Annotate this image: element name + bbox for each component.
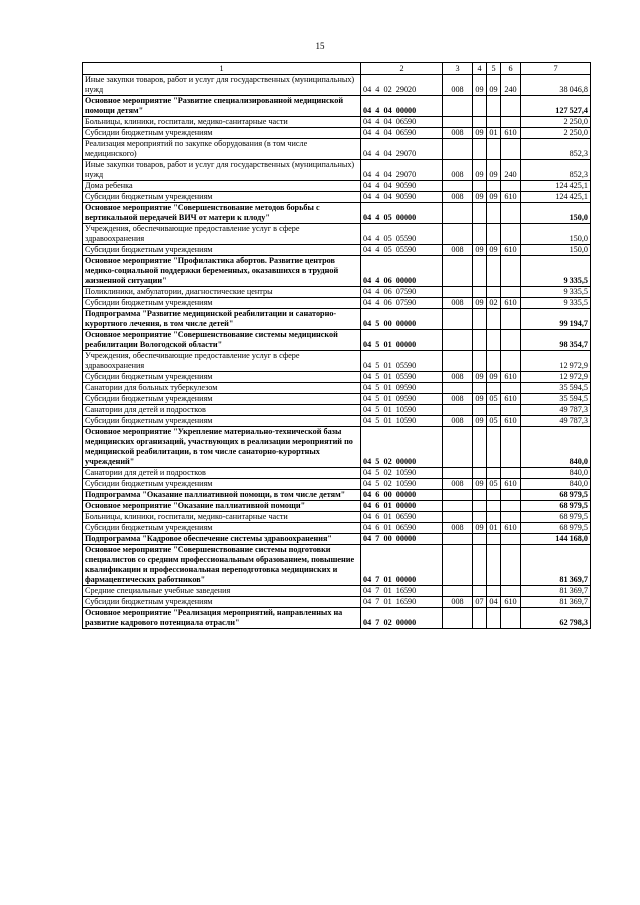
section-code-cell [473,608,487,629]
code-cell: 04 4 06 00000 [361,256,443,287]
subsection-code-cell: 02 [487,298,501,309]
ministry-code-cell [443,96,473,117]
table-row [83,75,591,96]
subsection-code-cell: 01 [487,523,501,534]
name-cell: Субсидии бюджетным учреждениям [83,416,361,427]
section-code-cell: 09 [473,298,487,309]
code-cell: 04 5 02 10590 [361,479,443,490]
subsection-code-cell [487,383,501,394]
amount-cell: 68 979,5 [521,501,591,512]
section-code-cell: 09 [473,245,487,256]
name-cell: Субсидии бюджетным учреждениям [83,372,361,383]
code-cell: 04 4 06 07590 [361,287,443,298]
code-cell: 04 7 01 00000 [361,545,443,586]
expense-type-cell [501,330,521,351]
expense-type-cell [501,256,521,287]
ministry-code-cell [443,383,473,394]
amount-cell: 35 594,5 [521,394,591,405]
expense-type-cell [501,534,521,545]
table-row [83,545,591,586]
ministry-code-cell [443,287,473,298]
amount-cell: 150,0 [521,224,591,245]
name-cell: Субсидии бюджетным учреждениям [83,479,361,490]
section-code-cell [473,256,487,287]
name-cell: Подпрограмма "Оказание паллиативной помощи, в том числе детям" [83,490,361,501]
name-cell: Основное мероприятие "Совершенствование системы подготовки специалистов со средним профессиональным образованием, повышение квалификации и профессиональная переподготовка медицинских и фармацевтических работников" [83,545,361,586]
section-code-cell: 09 [473,192,487,203]
table-row [83,468,591,479]
section-code-cell [473,427,487,468]
subsection-code-cell [487,405,501,416]
amount-cell: 81 369,7 [521,586,591,597]
subsection-code-cell [487,501,501,512]
table-row [83,523,591,534]
code-cell: 04 4 06 07590 [361,298,443,309]
amount-cell: 12 972,9 [521,372,591,383]
section-code-cell [473,330,487,351]
subsection-code-cell [487,117,501,128]
expense-type-cell: 610 [501,245,521,256]
ministry-code-cell [443,330,473,351]
section-code-cell [473,117,487,128]
expense-type-cell [501,117,521,128]
subsection-code-cell: 09 [487,245,501,256]
page-number: 15 [315,41,325,51]
subsection-code-cell [487,545,501,586]
section-code-cell [473,490,487,501]
expense-type-cell: 610 [501,372,521,383]
expense-type-cell: 610 [501,298,521,309]
name-cell: Субсидии бюджетным учреждениям [83,298,361,309]
ministry-code-cell [443,534,473,545]
expense-type-cell [501,224,521,245]
ministry-code-cell [443,586,473,597]
ministry-code-cell [443,405,473,416]
code-cell: 04 5 00 00000 [361,309,443,330]
expense-type-cell: 610 [501,523,521,534]
code-cell: 04 6 01 06590 [361,512,443,523]
name-cell: Больницы, клиники, госпитали, медико-санитарные части [83,117,361,128]
section-code-cell: 09 [473,416,487,427]
subsection-code-cell [487,256,501,287]
code-cell: 04 4 05 00000 [361,203,443,224]
ministry-code-cell [443,490,473,501]
table-row [83,181,591,192]
amount-cell: 9 335,5 [521,256,591,287]
subsection-code-cell [487,534,501,545]
amount-cell: 68 979,5 [521,490,591,501]
name-cell: Субсидии бюджетным учреждениям [83,128,361,139]
header-cell: 4 [473,63,487,75]
name-cell: Подпрограмма "Кадровое обеспечение системы здравоохранения" [83,534,361,545]
code-cell: 04 4 05 05590 [361,224,443,245]
table-row [83,512,591,523]
ministry-code-cell [443,203,473,224]
expense-type-cell [501,383,521,394]
code-cell: 04 7 01 16590 [361,586,443,597]
subsection-code-cell: 09 [487,75,501,96]
expense-type-cell [501,287,521,298]
code-cell: 04 6 00 00000 [361,490,443,501]
header-row [83,63,591,75]
section-code-cell: 09 [473,523,487,534]
expense-type-cell [501,405,521,416]
table-row [83,597,591,608]
expense-type-cell: 610 [501,192,521,203]
name-cell: Субсидии бюджетным учреждениям [83,192,361,203]
ministry-code-cell: 008 [443,192,473,203]
ministry-code-cell [443,139,473,160]
name-cell: Санатории для детей и подростков [83,405,361,416]
amount-cell: 150,0 [521,245,591,256]
ministry-code-cell: 008 [443,298,473,309]
subsection-code-cell [487,139,501,160]
subsection-code-cell [487,309,501,330]
ministry-code-cell: 008 [443,394,473,405]
section-code-cell [473,512,487,523]
code-cell: 04 4 04 90590 [361,181,443,192]
subsection-code-cell: 05 [487,394,501,405]
expense-type-cell [501,501,521,512]
subsection-code-cell [487,608,501,629]
section-code-cell [473,287,487,298]
expense-type-cell [501,608,521,629]
subsection-code-cell [487,287,501,298]
name-cell: Субсидии бюджетным учреждениям [83,597,361,608]
name-cell: Иные закупки товаров, работ и услуг для государственных (муниципальных) нужд [83,75,361,96]
amount-cell: 81 369,7 [521,597,591,608]
table-row [83,96,591,117]
header-cell: 5 [487,63,501,75]
amount-cell: 852,3 [521,160,591,181]
expense-type-cell [501,181,521,192]
name-cell: Иные закупки товаров, работ и услуг для государственных (муниципальных) нужд [83,160,361,181]
code-cell: 04 4 04 06590 [361,117,443,128]
code-cell: 04 5 01 00000 [361,330,443,351]
amount-cell: 852,3 [521,139,591,160]
expense-type-cell [501,545,521,586]
section-code-cell [473,224,487,245]
ministry-code-cell: 008 [443,479,473,490]
amount-cell: 840,0 [521,468,591,479]
section-code-cell [473,96,487,117]
name-cell: Санатории для детей и подростков [83,468,361,479]
table-row [83,309,591,330]
amount-cell: 99 194,7 [521,309,591,330]
expense-type-cell [501,427,521,468]
ministry-code-cell: 008 [443,160,473,181]
expense-type-cell: 240 [501,75,521,96]
ministry-code-cell [443,117,473,128]
name-cell: Поликлиники, амбулатории, диагностические центры [83,287,361,298]
table-row [83,405,591,416]
section-code-cell: 09 [473,479,487,490]
amount-cell: 124 425,1 [521,181,591,192]
ministry-code-cell: 008 [443,597,473,608]
name-cell: Санатории для больных туберкулезом [83,383,361,394]
table-row [83,416,591,427]
expense-type-cell [501,490,521,501]
amount-cell: 49 787,3 [521,405,591,416]
table-row [83,128,591,139]
name-cell: Основное мероприятие "Профилактика абортов. Развитие центров медико-социальной поддержки беременных, оказавшихся в трудной жизненной ситуации" [83,256,361,287]
section-code-cell [473,405,487,416]
header-cell: 3 [443,63,473,75]
ministry-code-cell [443,256,473,287]
table-row [83,534,591,545]
expense-type-cell: 610 [501,394,521,405]
ministry-code-cell: 008 [443,128,473,139]
section-code-cell [473,534,487,545]
section-code-cell [473,586,487,597]
expense-type-cell: 610 [501,128,521,139]
table-row [83,160,591,181]
name-cell: Субсидии бюджетным учреждениям [83,394,361,405]
section-code-cell: 09 [473,372,487,383]
header-cell: 7 [521,63,591,75]
subsection-code-cell: 09 [487,372,501,383]
code-cell: 04 5 01 09590 [361,383,443,394]
table-row [83,287,591,298]
name-cell: Основное мероприятие "Развитие специализированной медицинской помощи детям" [83,96,361,117]
amount-cell: 2 250,0 [521,117,591,128]
amount-cell: 840,0 [521,479,591,490]
subsection-code-cell: 09 [487,160,501,181]
amount-cell: 144 168,0 [521,534,591,545]
subsection-code-cell [487,490,501,501]
subsection-code-cell [487,181,501,192]
code-cell: 04 4 04 06590 [361,128,443,139]
code-cell: 04 4 05 05590 [361,245,443,256]
amount-cell: 150,0 [521,203,591,224]
name-cell: Дома ребенка [83,181,361,192]
amount-cell: 49 787,3 [521,416,591,427]
budget-table [82,62,591,629]
table-row [83,192,591,203]
code-cell: 04 7 01 16590 [361,597,443,608]
expense-type-cell [501,512,521,523]
amount-cell: 81 369,7 [521,545,591,586]
subsection-code-cell: 04 [487,597,501,608]
name-cell: Учреждения, обеспечивающие предоставление услуг в сфере здравоохранения [83,224,361,245]
section-code-cell [473,309,487,330]
expense-type-cell [501,139,521,160]
amount-cell: 62 798,3 [521,608,591,629]
header-cell: 1 [83,63,361,75]
code-cell: 04 4 04 90590 [361,192,443,203]
code-cell: 04 5 02 10590 [361,468,443,479]
section-code-cell: 09 [473,75,487,96]
ministry-code-cell [443,427,473,468]
section-code-cell [473,351,487,372]
subsection-code-cell: 09 [487,192,501,203]
table-row [83,501,591,512]
ministry-code-cell: 008 [443,245,473,256]
code-cell: 04 5 01 09590 [361,394,443,405]
expense-type-cell [501,351,521,372]
table-row [83,139,591,160]
table-row [83,490,591,501]
table-body [83,63,591,629]
ministry-code-cell: 008 [443,416,473,427]
table-row [83,383,591,394]
ministry-code-cell [443,608,473,629]
name-cell: Основное мероприятие "Оказание паллиативной помощи" [83,501,361,512]
subsection-code-cell [487,586,501,597]
name-cell: Основное мероприятие "Совершенствование методов борьбы с вертикальной передачей ВИЧ от матери к плоду" [83,203,361,224]
section-code-cell: 07 [473,597,487,608]
amount-cell: 98 354,7 [521,330,591,351]
ministry-code-cell [443,351,473,372]
amount-cell: 38 046,8 [521,75,591,96]
ministry-code-cell [443,224,473,245]
code-cell: 04 4 02 29020 [361,75,443,96]
table-row [83,203,591,224]
section-code-cell [473,139,487,160]
code-cell: 04 5 02 00000 [361,427,443,468]
ministry-code-cell [443,468,473,479]
section-code-cell [473,203,487,224]
subsection-code-cell [487,468,501,479]
expense-type-cell [501,586,521,597]
table-row [83,427,591,468]
table-row [83,586,591,597]
code-cell: 04 7 00 00000 [361,534,443,545]
section-code-cell: 09 [473,394,487,405]
name-cell: Основное мероприятие "Реализация мероприятий, направленных на развитие кадрового потенциала отрасли" [83,608,361,629]
amount-cell: 2 250,0 [521,128,591,139]
table-row [83,351,591,372]
table-row [83,256,591,287]
amount-cell: 35 594,5 [521,383,591,394]
table-row [83,394,591,405]
expense-type-cell [501,203,521,224]
subsection-code-cell [487,96,501,117]
table-row [83,298,591,309]
section-code-cell [473,383,487,394]
name-cell: Основное мероприятие "Укрепление материально-технической базы медицинских организаций, участвующих в реализации мероприятий по медицинской реабилитации, в том числе санаторно-курортных учреждений" [83,427,361,468]
header-cell: 2 [361,63,443,75]
name-cell: Учреждения, обеспечивающие предоставление услуг в сфере здравоохранения [83,351,361,372]
expense-type-cell [501,468,521,479]
ministry-code-cell [443,309,473,330]
name-cell: Субсидии бюджетным учреждениям [83,245,361,256]
amount-cell: 127 527,4 [521,96,591,117]
subsection-code-cell [487,224,501,245]
ministry-code-cell [443,181,473,192]
table-row [83,608,591,629]
name-cell: Основное мероприятие "Совершенствование системы медицинской реабилитации Вологодской области" [83,330,361,351]
code-cell: 04 5 01 10590 [361,416,443,427]
expense-type-cell: 610 [501,479,521,490]
table-row [83,245,591,256]
amount-cell: 9 335,5 [521,298,591,309]
subsection-code-cell [487,351,501,372]
code-cell: 04 4 04 29070 [361,160,443,181]
ministry-code-cell: 008 [443,75,473,96]
header-cell: 6 [501,63,521,75]
subsection-code-cell [487,512,501,523]
code-cell: 04 5 01 05590 [361,351,443,372]
expense-type-cell: 610 [501,597,521,608]
code-cell: 04 5 01 05590 [361,372,443,383]
amount-cell: 9 335,5 [521,287,591,298]
subsection-code-cell: 05 [487,479,501,490]
code-cell: 04 6 01 06590 [361,523,443,534]
section-code-cell [473,468,487,479]
code-cell: 04 6 01 00000 [361,501,443,512]
code-cell: 04 4 04 00000 [361,96,443,117]
ministry-code-cell: 008 [443,372,473,383]
table-row [83,330,591,351]
section-code-cell [473,181,487,192]
code-cell: 04 7 02 00000 [361,608,443,629]
table-row [83,117,591,128]
name-cell: Подпрограмма "Развитие медицинской реабилитации и санаторно-курортного лечения, в том числе детей" [83,309,361,330]
name-cell: Средние специальные учебные заведения [83,586,361,597]
amount-cell: 840,0 [521,427,591,468]
section-code-cell [473,545,487,586]
expense-type-cell [501,96,521,117]
amount-cell: 68 979,5 [521,523,591,534]
section-code-cell: 09 [473,128,487,139]
subsection-code-cell: 05 [487,416,501,427]
table-row [83,479,591,490]
subsection-code-cell [487,427,501,468]
subsection-code-cell: 01 [487,128,501,139]
expense-type-cell [501,309,521,330]
table-row [83,372,591,383]
ministry-code-cell [443,545,473,586]
name-cell: Субсидии бюджетным учреждениям [83,523,361,534]
amount-cell: 124 425,1 [521,192,591,203]
amount-cell: 68 979,5 [521,512,591,523]
name-cell: Больницы, клиники, госпитали, медико-санитарные части [83,512,361,523]
section-code-cell: 09 [473,160,487,181]
ministry-code-cell: 008 [443,523,473,534]
section-code-cell [473,501,487,512]
subsection-code-cell [487,330,501,351]
code-cell: 04 5 01 10590 [361,405,443,416]
expense-type-cell: 610 [501,416,521,427]
subsection-code-cell [487,203,501,224]
ministry-code-cell [443,512,473,523]
name-cell: Реализация мероприятий по закупке оборудования (в том числе медицинского) [83,139,361,160]
table-row [83,224,591,245]
amount-cell: 12 972,9 [521,351,591,372]
ministry-code-cell [443,501,473,512]
expense-type-cell: 240 [501,160,521,181]
code-cell: 04 4 04 29070 [361,139,443,160]
